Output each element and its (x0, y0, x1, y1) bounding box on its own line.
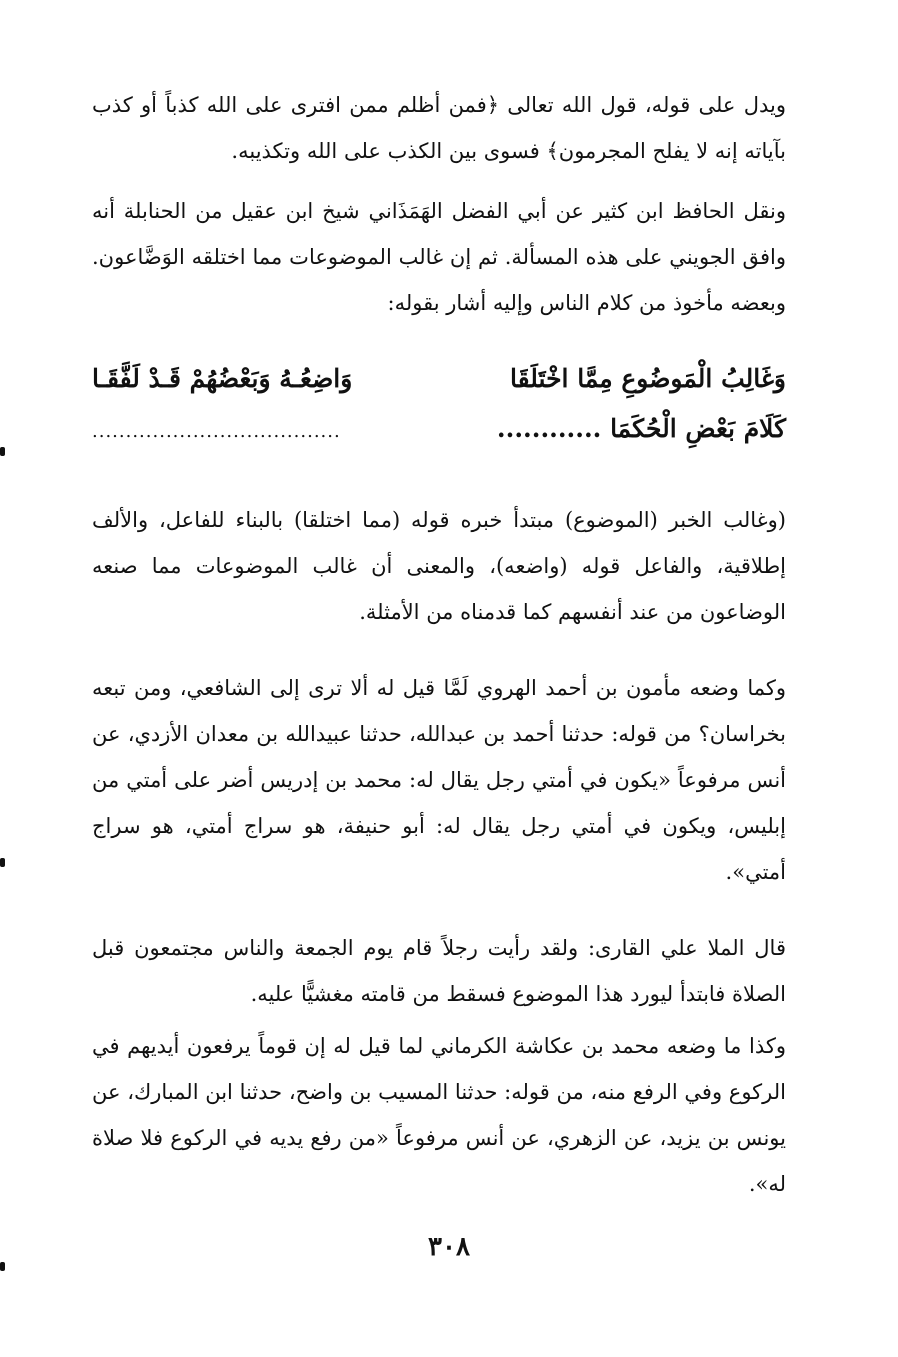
verse-line-2-first-hemistich: كَلَامَ بَعْضِ الْحُكَمَا ............ (496, 414, 786, 443)
verse-line-1-first-hemistich: وَغَالِبُ الْمَوضُوعِ مِمَّا اخْتَلَقَا (510, 364, 786, 393)
verse-line-1-second-hemistich: وَاضِعُـهُ وَبَعْضُهُمْ قَـدْ لَفَّقَـا (92, 364, 353, 393)
page-number: ٣٠٨ (428, 1232, 470, 1262)
verse-line-1 (92, 354, 786, 404)
paragraph-6: وكذا ما وضعه محمد بن عكاشة الكرماني لما قيل له إن قوماً يرفعون أيديهم في الركوع وفي الرفع منه، من قوله: حدثنا المسيب بن واضح، حدثنا ابن المبارك، عن يونس بن يزيد، عن الزهري، عن أنس مرفوعاً «من رفع يديه في الركوع فلا صلاة له». (92, 1034, 786, 1196)
scan-margin-mark (0, 447, 5, 456)
paragraph-2: ونقل الحافظ ابن كثير عن أبي الفضل الهَمَذَاني شيخ ابن عقيل من الحنابلة أنه وافق الجويني على هذه المسألة. ثم إن غالب الموضوعات مما اختلقه الوَضَّاعون. وبعضه مأخوذ من كلام الناس وإليه أشار بقوله: (92, 199, 786, 315)
scan-margin-mark (0, 1262, 5, 1271)
paragraph-1: ويدل على قوله، قول الله تعالى ﴿فمن أظلم ممن افترى على الله كذباً أو كذب بآياته إنه لا يفلح المجرمون﴾ فسوى بين الكذب على الله وتكذيبه. (92, 93, 786, 163)
paragraph-5: قال الملا علي القارى: ولقد رأيت رجلاً قام يوم الجمعة والناس مجتمعون قبل الصلاة فابتدأ ليورد هذا الموضوع فسقط من قامته مغشيًّا عليه. (92, 936, 786, 1006)
paragraph-3: (وغالب الخبر (الموضوع) مبتدأ خبره قوله (مما اختلقا) بالبناء للفاعل، والألف إطلاقية، والفاعل قوله (واضعه)، والمعنى أن غالب الموضوعات مما صنعه الوضاعون من عند أنفسهم كما قدمناه من الأمثلة. (92, 508, 786, 624)
poem-verse (92, 354, 786, 457)
verse-line-2-second-hemistich: ..................................... (92, 421, 341, 442)
page-body (92, 82, 786, 1207)
scan-margin-mark (0, 858, 5, 867)
verse-line-2 (92, 404, 786, 457)
paragraph-4: وكما وضعه مأمون بن أحمد الهروي لَمَّا قيل له ألا ترى إلى الشافعي، ومن تبعه بخراسان؟ من قوله: حدثنا أحمد بن عبدالله، حدثنا عبيدالله بن معدان الأزدي، عن أنس مرفوعاً «يكون في أمتي رجل يقال له: محمد بن إدريس أضر على أمتي من إبليس، ويكون في أمتي رجل يقال له: أبو حنيفة، هو سراج أمتي، هو سراج أمتي». (92, 676, 786, 884)
